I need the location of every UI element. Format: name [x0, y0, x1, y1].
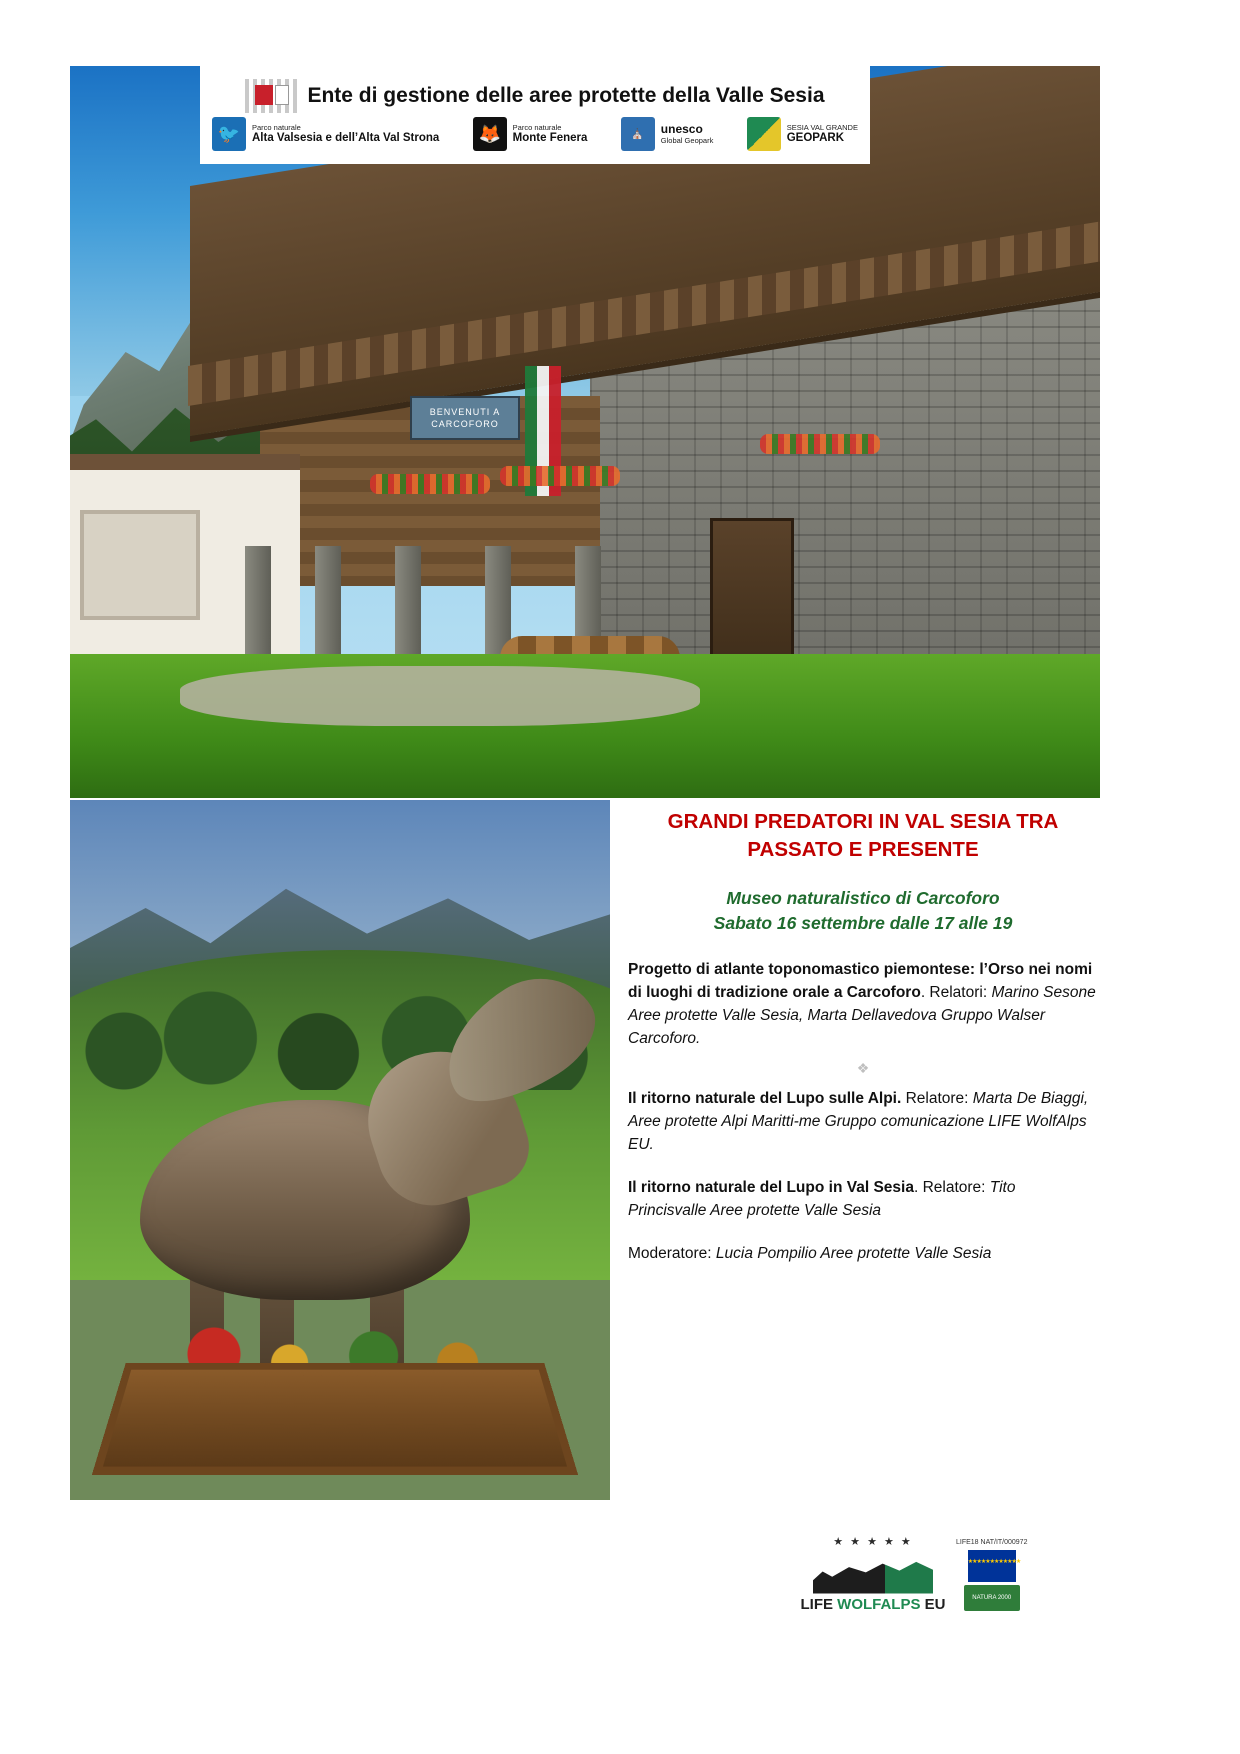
- moderator-name: Lucia Pompilio Aree protette Valle Sesia: [715, 1245, 992, 1262]
- talk-3-speakers: Tito Princisvalle Aree protette Valle Sesia: [628, 1179, 1016, 1219]
- logo-title: GEOPARK: [786, 132, 844, 144]
- logo-sesia-val-grande-geopark: [747, 117, 858, 151]
- talk-3-title: Il ritorno naturale del Lupo in Val Sesia: [628, 1179, 914, 1196]
- event-venue: Museo naturalistico di Carcoforo: [726, 888, 1000, 908]
- logo-unesco: [621, 117, 714, 151]
- regione-piemonte-logo-icon: [245, 79, 297, 113]
- life-word: LIFE: [800, 1595, 838, 1613]
- carcoforo-museum-photo: [70, 66, 1100, 798]
- talk-1-title: Progetto di atlante toponomastico piemontese: l’Orso nei nomi di luoghi di tradizione orale a Carcoforo: [628, 961, 1093, 1001]
- logo-subtitle: Global Geopark: [660, 136, 714, 145]
- life-wolfalps-mark: [798, 1536, 948, 1613]
- decorative-separator: ❖: [856, 1060, 870, 1076]
- wooden-planter: [92, 1363, 578, 1475]
- welcome-sign: BENVENUTI A CARCOFORO: [410, 396, 520, 440]
- talk-2-connector: Relatore:: [901, 1090, 973, 1107]
- talk-1-speakers: Marino Sesone Aree protette Valle Sesia, Marta Dellavedova Gruppo Walser Carcoforo.: [628, 984, 1096, 1047]
- logo-subtitle: SESIA VAL GRANDE: [786, 123, 858, 132]
- banner-title-row: [208, 79, 862, 113]
- wolf-silhouette-icon: [813, 1550, 933, 1594]
- talk-3-connector: . Relatore:: [913, 1179, 990, 1196]
- partner-logos-row: [208, 117, 862, 151]
- gravel-path: [180, 666, 700, 726]
- talk-1: [628, 958, 1098, 1050]
- logo-title: unesco: [660, 122, 703, 136]
- logo-title: Alta Valsesia e dell’Alta Val Strona: [252, 132, 440, 144]
- organization-logo-banner: [200, 66, 870, 164]
- logo-subtitle: Parco naturale: [252, 123, 301, 132]
- event-title: GRANDI PREDATORI IN VAL SESIA TRA PASSATO E PRESENTE: [667, 810, 1059, 861]
- life-wolfalps-wordmark: [798, 1596, 948, 1613]
- flower-box-mid: [500, 466, 620, 486]
- wolfalps-word: WOLFALPS: [837, 1595, 921, 1613]
- talk-2: [628, 1087, 1098, 1156]
- talk-3: [628, 1176, 1098, 1222]
- flower-box-right: [760, 434, 880, 454]
- unesco-icon: ⛪: [621, 117, 655, 151]
- flower-box-left: [370, 474, 490, 494]
- logo-subtitle: Parco naturale: [512, 123, 562, 132]
- life-wolfalps-logo: [790, 1508, 1042, 1640]
- logo-parco-alta-valsesia: [212, 117, 439, 151]
- natura-2000-badge: NATURA 2000: [964, 1585, 1020, 1611]
- moderator-label: Moderatore:: [628, 1245, 716, 1262]
- event-venue-block: [628, 886, 1098, 936]
- european-union-flag-icon: [968, 1550, 1016, 1582]
- eu-word: EU: [920, 1595, 946, 1613]
- event-text-column: [628, 808, 1098, 1285]
- moderator-line: [628, 1242, 1098, 1265]
- eu-funding-block: [956, 1538, 1027, 1611]
- stars-icon: ★ ★ ★ ★ ★: [833, 1535, 913, 1548]
- talk-1-connector: . Relatori:: [920, 984, 992, 1001]
- event-datetime: Sabato 16 settembre dalle 17 alle 19: [713, 913, 1013, 933]
- howling-wolf-taxidermy-photo: [70, 800, 610, 1500]
- geopark-icon: [747, 117, 781, 151]
- logo-parco-monte-fenera: [473, 117, 588, 151]
- talk-2-title: Il ritorno naturale del Lupo sulle Alpi.: [628, 1090, 902, 1107]
- logo-title: Monte Fenera: [512, 132, 588, 144]
- heron-icon: 🐦: [212, 117, 246, 151]
- fox-icon: 🦊: [473, 117, 507, 151]
- project-code: LIFE18 NAT/IT/000972: [956, 1538, 1028, 1546]
- organization-name: Ente di gestione delle aree protette della Valle Sesia: [307, 84, 825, 107]
- talk-2-speakers: Marta De Biaggi, Aree protette Alpi Maritti-me Gruppo comunicazione LIFE WolfAlps EU.: [628, 1090, 1089, 1153]
